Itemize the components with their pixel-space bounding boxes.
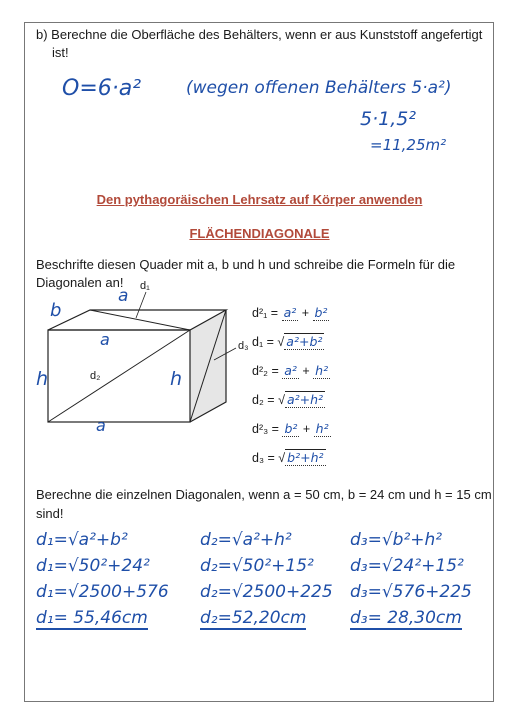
calc-task-line1: Berechne die einzelnen Diagonalen, wenn a = 50 cm, b = 24 cm und h = 15 cm: [36, 487, 492, 502]
formula-operator: +: [298, 364, 314, 378]
hw-surface-calc: 5·1,5²: [360, 108, 416, 130]
hw-d1-step2: d₁=√50²+24²: [36, 556, 150, 576]
formula-operator: +: [299, 422, 314, 436]
hw-d3-step2: d₃=√24²+15²: [350, 556, 464, 576]
hw-surface-formula: O=6·a²: [62, 76, 142, 101]
hw-d3-column: [350, 530, 472, 636]
sqrt-symbol: √: [278, 393, 285, 407]
formula-fill-1: b²+h²: [287, 450, 324, 465]
formula-fill-2: h²: [315, 363, 329, 378]
section-heading: Den pythagoräischen Lehrsatz auf Körper anwenden: [96, 192, 423, 207]
calc-task-line2: sind!: [36, 506, 64, 521]
formula-lhs: d₂ =: [252, 393, 279, 407]
formula-lhs: d²₃ =: [252, 422, 283, 436]
formula-fill-1: a²+h²: [286, 392, 324, 407]
label-d2: d₂: [90, 370, 101, 382]
sqrt-symbol: √: [278, 451, 286, 465]
formula-fill-2: b²: [314, 305, 328, 320]
formula-operator: +: [298, 306, 313, 320]
formula-row: [252, 450, 326, 465]
formula-lhs: d²₁ =: [252, 306, 282, 320]
diagonal-d2-line: [48, 330, 190, 422]
hw-d1-result: d₁= 55,46cm: [36, 608, 148, 628]
diagonal-d1-line: [90, 310, 190, 330]
hw-d2-step2: d₂=√50²+15²: [200, 556, 314, 576]
hw-label-a-top: a: [118, 286, 129, 306]
sqrt-symbol: √: [277, 335, 285, 349]
formula-fill-1: a²+b²: [286, 334, 323, 349]
formula-lhs: d₃ =: [252, 451, 279, 465]
formula-row: [252, 392, 325, 407]
hw-d2-step1: d₂=√a²+h²: [200, 530, 292, 550]
formula-lhs: d₁ =: [252, 335, 278, 349]
formula-row: [252, 305, 329, 320]
hw-label-a-bottom: a: [96, 416, 106, 435]
formula-row: [252, 421, 331, 436]
formula-lhs: d²₂ =: [252, 364, 283, 378]
hw-d2-result: d₂=52,20cm: [200, 608, 307, 628]
formula-fill-1: b²: [284, 421, 298, 436]
hw-d2-step3: d₂=√2500+225: [200, 582, 333, 602]
label-d1: d₁: [140, 280, 150, 292]
hw-label-h-right: h: [170, 368, 183, 390]
instruction-line2: Diagonalen an!: [36, 275, 124, 290]
formula-row: [252, 334, 324, 349]
cuboid-figure: [30, 280, 250, 450]
task-b-line2: ist!: [52, 45, 69, 60]
label-d3: d₃: [238, 340, 249, 352]
formula-fill-1: a²: [284, 363, 297, 378]
hw-d3-result: d₃= 28,30cm: [350, 608, 462, 628]
hw-d3-step1: d₃=√b²+h²: [350, 530, 443, 550]
section-subheading: FLÄCHENDIAGONALE: [189, 226, 330, 241]
d1-pointer: [136, 292, 146, 318]
hw-label-h-left: h: [36, 368, 49, 390]
formula-fill-1: a²: [283, 305, 297, 320]
hw-label-a-front: a: [100, 330, 110, 349]
task-b-line1: b) Berechne die Oberfläche des Behälters, wenn er aus Kunststoff angefertigt: [36, 27, 483, 42]
formula-fill-2: h²: [315, 421, 329, 436]
instruction-line1: Beschrifte diesen Quader mit a, b und h und schreibe die Formeln für die: [36, 257, 456, 272]
hw-d1-step1: d₁=√a²+b²: [36, 530, 128, 550]
hw-label-b: b: [50, 300, 62, 321]
hw-d2-column: [200, 530, 333, 636]
hw-surface-note: (wegen offenen Behälters 5·a²): [186, 78, 452, 98]
hw-d1-column: [36, 530, 169, 636]
hw-surface-result: =11,25m²: [370, 136, 447, 154]
hw-d3-step3: d₃=√576+225: [350, 582, 472, 602]
formula-row: [252, 363, 330, 378]
hw-d1-step3: d₁=√2500+576: [36, 582, 169, 602]
